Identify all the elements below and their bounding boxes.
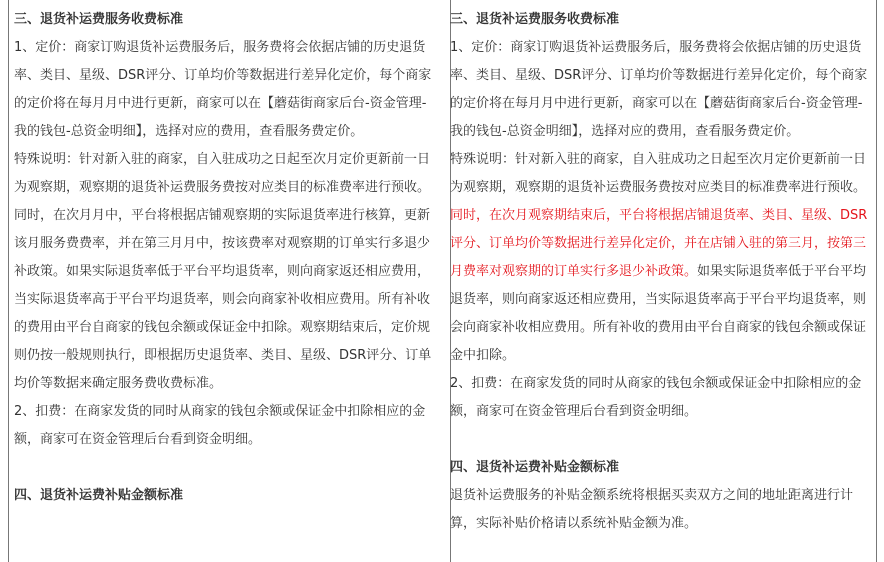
right-column [450,6,871,538]
left-column [14,6,435,510]
left-special-note-paragraph: 特殊说明：针对新入驻的商家，自入驻成功之日起至次月定价更新前一日为观察期，观察期的退货补运费服务费按对应类目的标准费率进行预收。同时，在次月月中，平台将根据店铺观察期的实际退货率进行核算，更新该月服务费费率，并在第三月月中，按该费率对观察期的订单实行多退少补政策。如果实际退货率低于平台平均退货率，则向商家返还相应费用，当实际退货率高于平台平均退货率，则会向商家补收相应费用。所有补收的费用由平台自商家的钱包余额或保证金中扣除。观察期结束后，定价规则仍按一般规则执行，即根据历史退货率、类目、星级、DSR评分、订单均价等数据来确定服务费收费标准。 [14,152,432,391]
right-deduction-paragraph: 2、扣费：在商家发货的同时从商家的钱包余额或保证金中扣除相应的金额，商家可在资金管理后台看到资金明细。 [450,376,862,419]
right-subsidy-paragraph: 退货补运费服务的补贴金额系统将根据买卖双方之间的地址距离进行计算，实际补贴价格请以系统补贴金额为准。 [450,488,854,531]
right-pricing-paragraph: 1、定价：商家订购退货补运费服务后，服务费将会依据店铺的历史退货率、类目、星级、DSR评分、订单均价等数据进行差异化定价，每个商家的定价将在每月月中进行更新，商家可以在【蘑菇街商家后台-资金管理-我的钱包-总资金明细】，选择对应的费用，查看服务费定价。 [450,40,868,139]
right-special-note-start: 特殊说明：针对新入驻的商家，自入驻成功之日起至次月定价更新前一日为观察期，观察期的退货补运费服务费按对应类目的标准费率进行预收。 [450,152,867,195]
left-pricing-paragraph: 1、定价：商家订购退货补运费服务后，服务费将会依据店铺的历史退货率、类目、星级、DSR评分、订单均价等数据进行差异化定价，每个商家的定价将在每月月中进行更新，商家可以在【蘑菇街商家后台-资金管理-我的钱包-总资金明细】，选择对应的费用，查看服务费定价。 [14,40,432,139]
right-special-note-highlight: 同时，在次月观察期结束后，平台将根据店铺退货率、类目、星级、DSR评分、订单均价等数据进行差异化定价，并在店铺入驻的第三月，按第三月费率对观察期的订单实行多退少补政策。 [450,208,868,279]
right-section-3-heading: 三、退货补运费服务收费标准 [450,12,620,27]
left-section-3-heading: 三、退货补运费服务收费标准 [14,12,184,27]
left-section-4-heading: 四、退货补运费补贴金额标准 [14,488,184,503]
left-deduction-paragraph: 2、扣费：在商家发货的同时从商家的钱包余额或保证金中扣除相应的金额，商家可在资金管理后台看到资金明细。 [14,404,426,447]
right-special-note-end: 如果实际退货率低于平台平均退货率，则向商家返还相应费用，当实际退货率高于平台平均退货率，则会向商家补收相应费用。所有补收的费用由平台自商家的钱包余额或保证金中扣除。 [450,264,867,363]
right-section-4-heading: 四、退货补运费补贴金额标准 [450,460,620,475]
right-special-note-paragraph [450,146,871,370]
